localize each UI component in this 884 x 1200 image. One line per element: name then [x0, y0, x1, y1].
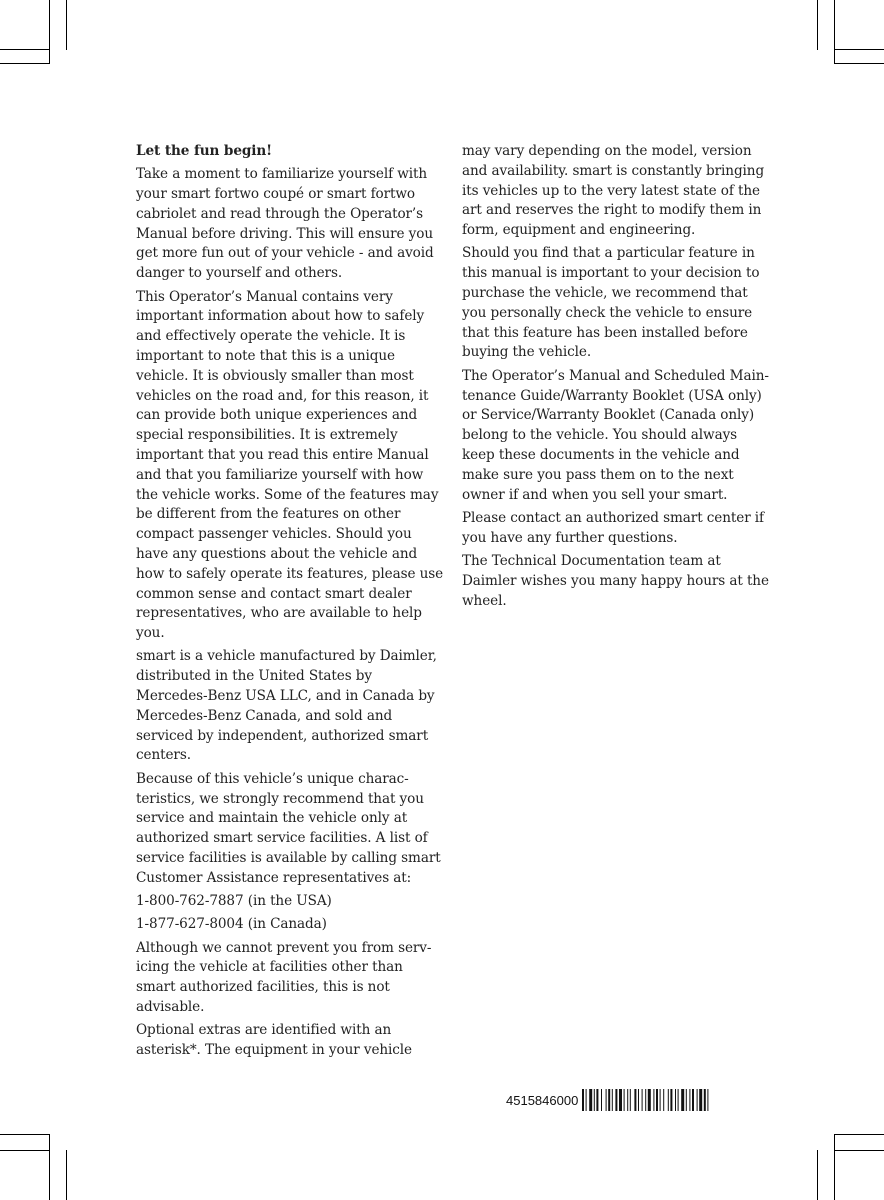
barcode-bar — [648, 1089, 651, 1111]
barcode-bar — [628, 1089, 629, 1111]
barcode-bar — [586, 1089, 587, 1111]
crop-mark — [817, 0, 818, 50]
crop-mark — [834, 49, 884, 50]
document-number: 4515846000 — [506, 1092, 579, 1108]
crop-mark — [49, 1134, 50, 1200]
crop-mark — [834, 1134, 884, 1135]
barcode-bar — [671, 1089, 673, 1111]
barcode-bar — [612, 1089, 613, 1111]
paragraph: The Operator’s Manual and Scheduled Maintenance Guide/Warranty Booklet (USA only) or Service/Warranty Booklet (Canada only) belong to the vehicle. You should always keep these documents in the vehicle and make sure you pass them on to the next owner if and when you sell your smart. — [462, 367, 769, 503]
barcode-bar — [646, 1089, 647, 1111]
barcode-bar — [609, 1089, 611, 1111]
crop-mark — [66, 0, 67, 50]
barcode-bar — [697, 1089, 698, 1111]
phone-usa: 1-800-762-7887 (in the USA) — [136, 892, 332, 909]
page-heading: Let the fun begin! — [136, 143, 272, 159]
crop-mark — [49, 0, 50, 64]
crop-mark — [66, 1150, 67, 1200]
phone-canada: 1-877-627-8004 (in Canada) — [136, 916, 327, 933]
barcode-bar — [656, 1089, 658, 1111]
paragraph: Although we cannot prevent you from servicing the vehicle at facilities other than smart authorized facilities, this is not advisable. — [136, 939, 432, 1015]
crop-mark — [0, 1134, 50, 1135]
barcode-bar — [601, 1089, 602, 1111]
crop-mark — [817, 1150, 818, 1200]
crop-mark — [834, 63, 884, 64]
barcode-bar — [660, 1089, 661, 1111]
paragraph: Because of this vehicle’s unique characteristics, we strongly recommend that you service and maintain the vehicle only at authorized smart service facilities. A list of service facilities is available by calling smart Customer Assistance representatives at: — [136, 770, 441, 886]
crop-mark — [834, 0, 835, 64]
barcode-bar — [597, 1089, 599, 1111]
barcode-bar — [700, 1089, 703, 1111]
paragraph: may vary depending on the model, version and availability. smart is constantly bringing its vehicles up to the very latest state of the art and reserves the right to modify them in form, equipment and engineering. — [462, 143, 765, 239]
crop-mark — [834, 1150, 884, 1151]
crop-mark — [834, 1134, 835, 1200]
barcode-bar — [664, 1089, 665, 1111]
barcode-bar — [668, 1089, 669, 1111]
barcode-icon — [582, 1089, 764, 1111]
crop-mark — [0, 1150, 50, 1151]
barcode-bar — [686, 1089, 687, 1111]
left-column — [136, 142, 446, 1064]
crop-mark — [0, 49, 50, 50]
barcode-bar — [590, 1089, 593, 1111]
barcode-bar — [635, 1089, 637, 1111]
paragraph: This Operator’s Manual contains very important information about how to safely and effectively operate the vehicle. It is important to note that this is a unique vehicle. It is obviously smaller than most vehicles on the road and, for this reason, it can provide both unique experiences and special responsibilities. It is extremely important that you read this entire Manual and that you familiarize yourself with how the vehicle works. Some of the features may be different from the features on other compact passenger vehicles. Should you have any questions about the vehicle and how to safely operate its features, please use common sense and contact smart dealer representatives, who are available to help you. — [136, 288, 444, 642]
barcode-bar — [594, 1089, 595, 1111]
barcode-bar — [704, 1089, 706, 1111]
right-column — [462, 142, 772, 615]
barcode-bar — [582, 1089, 584, 1111]
barcode-bar — [638, 1089, 639, 1111]
barcode-bar — [682, 1089, 685, 1111]
barcode-bar — [690, 1089, 691, 1111]
paragraph: Should you find that a particular feature in this manual is important to your decision to purchase the vehicle, we recommend that you personally check the vehicle to ensure that this feature has been installed before buying the vehicle. — [462, 245, 760, 361]
barcode-bar — [642, 1089, 643, 1111]
barcode-bar — [624, 1089, 625, 1111]
paragraph: Take a moment to familiarize yourself with your smart fortwo coupé or smart fortwo cabriolet and read through the Operator’s Manual before driving. This will ensure you get more fun out of your vehicle - and avoid danger to yourself and others. — [136, 166, 434, 282]
crop-mark — [0, 63, 50, 64]
barcode-bar — [654, 1089, 655, 1111]
barcode-bar — [678, 1089, 679, 1111]
barcode-bar — [708, 1089, 709, 1111]
paragraph: Please contact an authorized smart center if you have any further questions. — [462, 509, 764, 546]
barcode-bar — [692, 1089, 694, 1111]
paragraph: Optional extras are identified with an asterisk*. The equipment in your vehicle — [136, 1022, 412, 1059]
paragraph: smart is a vehicle manufactured by Daimler, distributed in the United States by Mercedes-Benz USA LLC, and in Canada by Mercedes-Benz Canada, and sold and serviced by independent, authorized smart centers. — [136, 648, 437, 764]
barcode-bar — [630, 1089, 631, 1111]
barcode-bar — [675, 1089, 676, 1111]
paragraph: The Technical Documentation team at Daimler wishes you many happy hours at the wheel. — [462, 552, 769, 609]
barcode-bar — [606, 1089, 607, 1111]
document-code — [506, 1089, 764, 1111]
barcode-bar — [616, 1089, 618, 1111]
barcode-bar — [619, 1089, 622, 1111]
